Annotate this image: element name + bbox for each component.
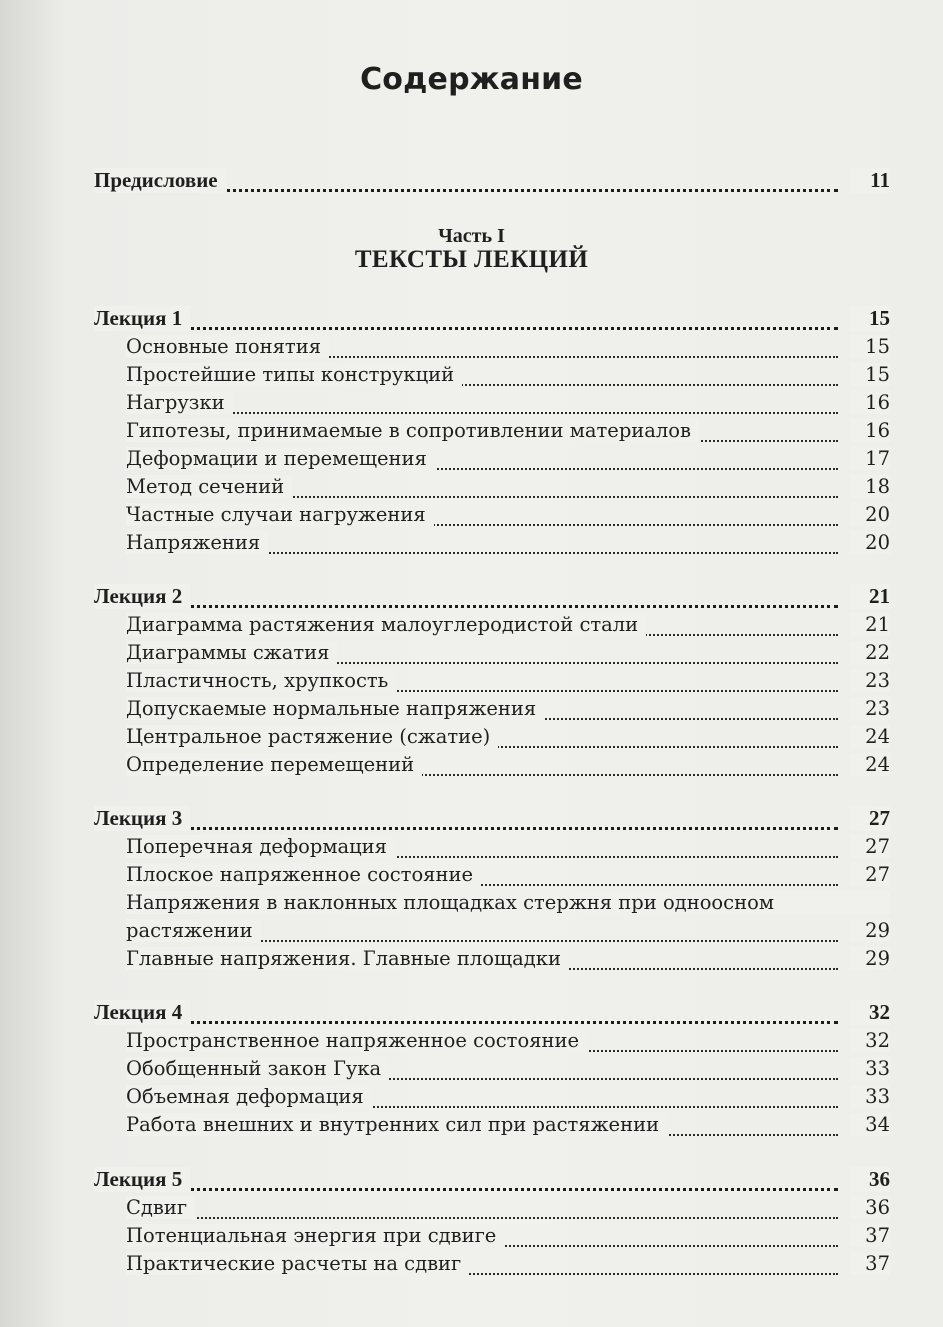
toc-page-number: 36	[850, 1167, 890, 1192]
toc-subentry[interactable]	[126, 1113, 890, 1143]
toc-subentry[interactable]	[126, 1057, 890, 1087]
dot-leader	[94, 327, 838, 330]
toc-subentry[interactable]	[126, 641, 890, 671]
toc-subentry-label: Напряжения	[126, 531, 268, 554]
toc-subentry-label: Работа внешних и внутренних сил при растяжении	[126, 1113, 667, 1136]
toc-page-number: 37	[850, 1224, 890, 1247]
toc-entry-label: Лекция 3	[94, 806, 190, 831]
toc-page-number: 29	[850, 947, 890, 970]
toc-entry-lecture[interactable]	[94, 1167, 890, 1197]
dot-leader	[94, 605, 838, 608]
toc-subentry-label: Объемная деформация	[126, 1085, 372, 1108]
toc-subentry-label: Допускаемые нормальные напряжения	[126, 697, 544, 720]
toc-subentry[interactable]	[126, 391, 890, 421]
toc-page-number: 22	[850, 641, 890, 664]
toc-page-number: 23	[850, 669, 890, 692]
toc-entry-preface[interactable]	[94, 168, 890, 198]
toc-subentry-label: Пространственное напряженное состояние	[126, 1029, 587, 1052]
toc-subentry-label: Определение перемещений	[126, 753, 422, 776]
toc-entry-label: Предисловие	[94, 168, 226, 193]
toc-subentry-first-line[interactable]: Напряжения в наклонных площадках стержня при одноосном	[126, 891, 890, 914]
toc-page-number: 36	[850, 1196, 890, 1219]
toc-page-number: 33	[850, 1057, 890, 1080]
toc-page-number: 17	[850, 447, 890, 470]
toc-entry-label: Лекция 4	[94, 1000, 190, 1025]
toc-page-number: 16	[850, 419, 890, 442]
toc-page-number: 15	[850, 363, 890, 386]
toc-page-number: 24	[850, 753, 890, 776]
toc-subentry-label: Основные понятия	[126, 335, 329, 358]
toc-subentry[interactable]	[126, 1085, 890, 1115]
toc-subentry-label: Пластичность, хрупкость	[126, 669, 396, 692]
toc-entry-label: Лекция 5	[94, 1167, 190, 1192]
toc-subentry[interactable]	[126, 835, 890, 865]
toc-page-number: 27	[850, 806, 890, 831]
toc-page-number: 32	[850, 1000, 890, 1025]
toc-subentry[interactable]	[126, 419, 890, 449]
toc-subentry-label: Метод сечений	[126, 475, 292, 498]
toc-subentry[interactable]	[126, 669, 890, 699]
toc-page-number: 23	[850, 697, 890, 720]
toc-page-number: 16	[850, 391, 890, 414]
toc-subentry[interactable]	[126, 697, 890, 727]
toc-subentry-label: растяжении	[126, 919, 261, 942]
toc-subentry[interactable]	[126, 335, 890, 365]
toc-subentry-label: Обобщенный закон Гука	[126, 1057, 389, 1080]
toc-subentry[interactable]	[126, 863, 890, 893]
toc-page-number: 20	[850, 503, 890, 526]
toc-entry-lecture[interactable]	[94, 1000, 890, 1030]
toc-page-number: 18	[850, 475, 890, 498]
toc-subentry-label: Главные напряжения. Главные площадки	[126, 947, 569, 970]
toc-subentry[interactable]	[126, 919, 890, 949]
dot-leader	[126, 1217, 838, 1219]
toc-page-number: 15	[850, 306, 890, 331]
toc-entry-label: Лекция 2	[94, 584, 190, 609]
toc-subentry-label: Практические расчеты на сдвиг	[126, 1252, 469, 1275]
part-heading: Часть I	[438, 225, 505, 247]
toc-subentry[interactable]	[126, 725, 890, 755]
toc-subentry-label: Деформации и перемещения	[126, 447, 435, 470]
part-title: ТЕКСТЫ ЛЕКЦИЙ	[354, 246, 589, 273]
toc-subentry[interactable]	[126, 1029, 890, 1059]
toc-subentry-label: Потенциальная энергия при сдвиге	[126, 1224, 504, 1247]
toc-subentry-label: Диаграмма растяжения малоуглеродистой стали	[126, 613, 646, 636]
toc-page-number: 24	[850, 725, 890, 748]
toc-page-number: 33	[850, 1085, 890, 1108]
toc-page-number: 34	[850, 1113, 890, 1136]
toc-page-number: 21	[850, 584, 890, 609]
toc-entry-lecture[interactable]	[94, 806, 890, 836]
toc-subentry[interactable]	[126, 947, 890, 977]
toc-page-number: 37	[850, 1252, 890, 1275]
toc-subentry-label: Гипотезы, принимаемые в сопротивлении материалов	[126, 419, 699, 442]
toc-subentry[interactable]	[126, 613, 890, 643]
toc-page-number: 20	[850, 531, 890, 554]
toc-subentry[interactable]	[126, 503, 890, 533]
toc-subentry-label: Нагрузки	[126, 391, 233, 414]
toc-subentry-label: Плоское напряженное состояние	[126, 863, 481, 886]
toc-entry-lecture[interactable]	[94, 584, 890, 614]
toc-subentry[interactable]	[126, 363, 890, 393]
toc-entry-label: Лекция 1	[94, 306, 190, 331]
toc-subentry-label: Сдвиг	[126, 1196, 195, 1219]
toc-page-number: 32	[850, 1029, 890, 1052]
toc-page-number: 29	[850, 919, 890, 942]
toc-subentry[interactable]	[126, 447, 890, 477]
dot-leader	[94, 1188, 838, 1191]
toc-subentry-label: Поперечная деформация	[126, 835, 395, 858]
toc-entry-lecture[interactable]	[94, 306, 890, 336]
toc-page-number: 15	[850, 335, 890, 358]
dot-leader	[126, 412, 838, 414]
toc-page-number: 27	[850, 863, 890, 886]
toc-page-number: 27	[850, 835, 890, 858]
toc-subentry[interactable]	[126, 1224, 890, 1254]
toc-subentry-label: Центральное растяжение (сжатие)	[126, 725, 498, 748]
toc-subentry[interactable]	[126, 1196, 890, 1226]
toc-subentry-label: Диаграммы сжатия	[126, 641, 337, 664]
toc-subentry-label: Частные случаи нагружения	[126, 503, 434, 526]
toc-subentry-label: Простейшие типы конструкций	[126, 363, 462, 386]
toc-subentry[interactable]	[126, 531, 890, 561]
page-title: Содержание	[360, 62, 583, 97]
toc-page-number: 21	[850, 613, 890, 636]
dot-leader	[94, 1021, 838, 1024]
toc-subentry[interactable]	[126, 475, 890, 505]
toc-page-number: 11	[850, 168, 890, 193]
toc-subentry[interactable]	[126, 1252, 890, 1282]
toc-subentry[interactable]	[126, 753, 890, 783]
dot-leader	[94, 827, 838, 830]
